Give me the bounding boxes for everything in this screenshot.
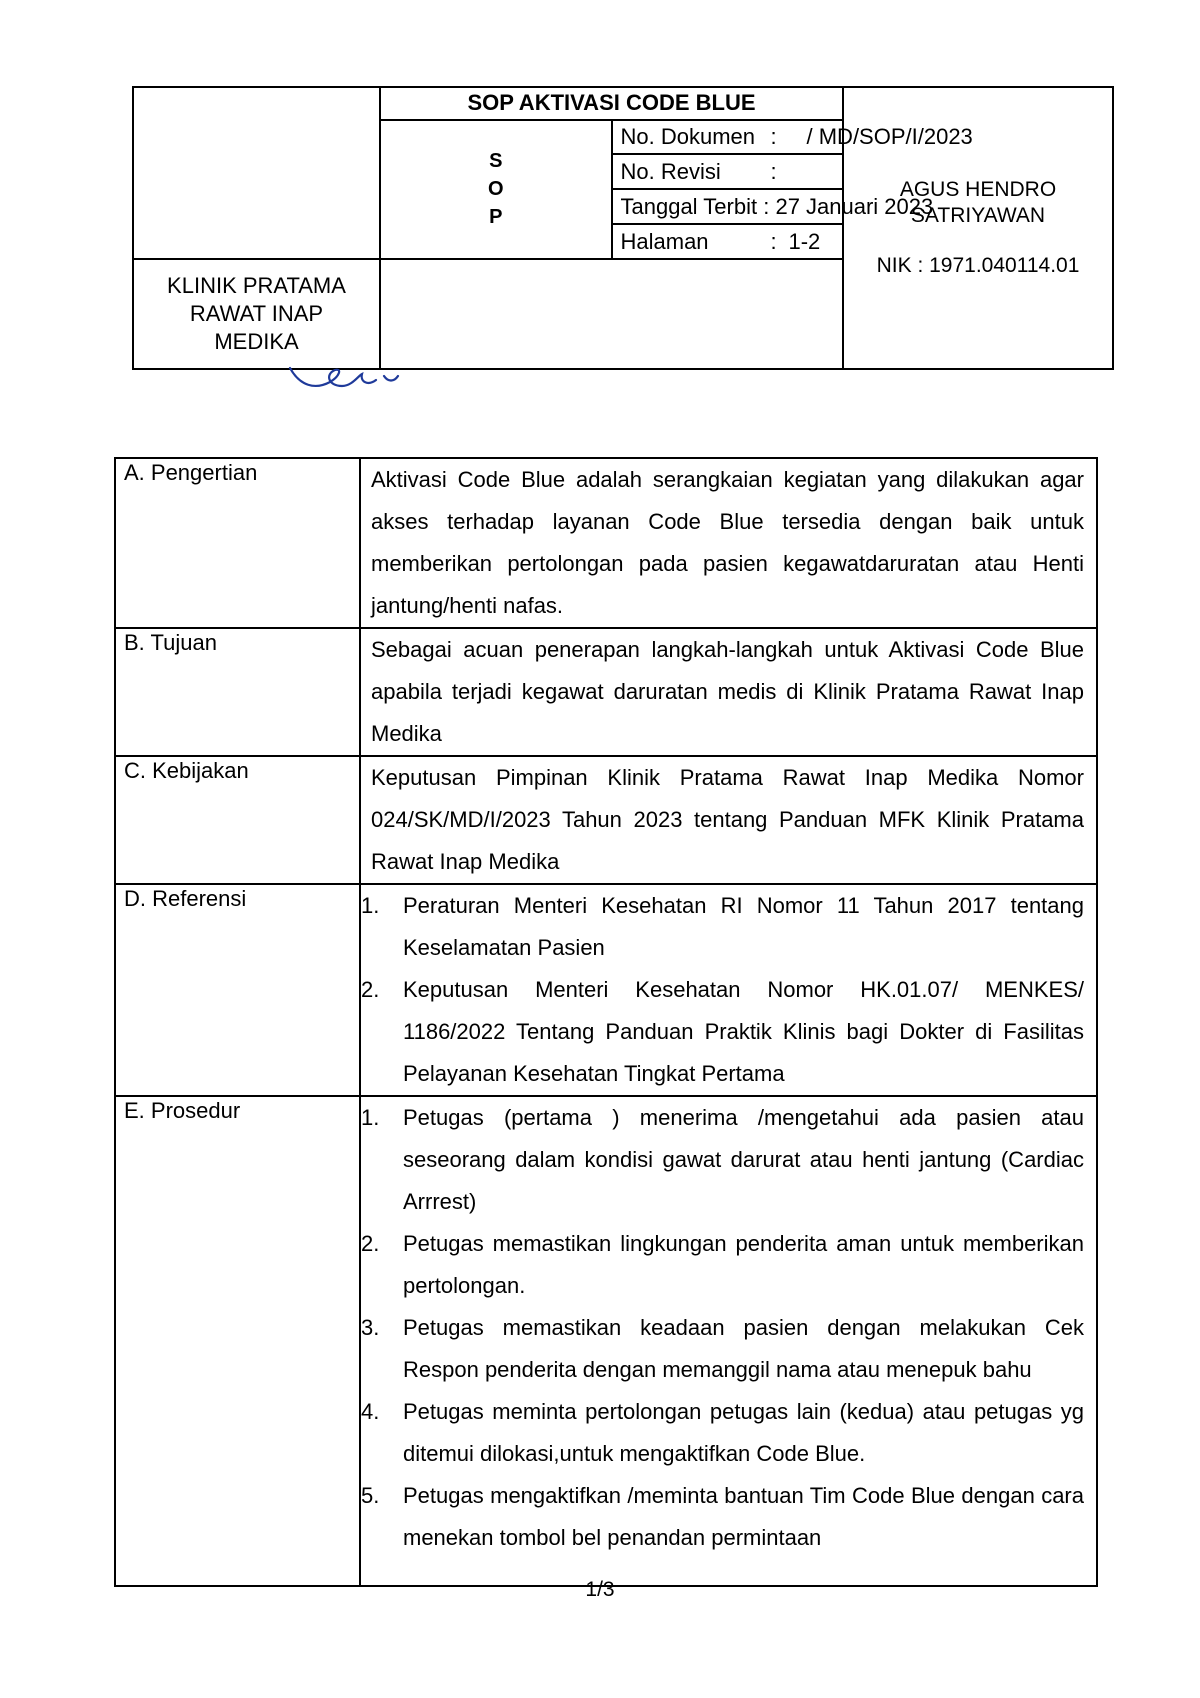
- sop-title: SOP AKTIVASI CODE BLUE: [467, 90, 756, 116]
- list-item: 3. Petugas memastikan keadaan pasien dengan melakukan Cek Respon penderita dengan memanggil nama atau menepuk bahu: [361, 1315, 1084, 1382]
- list-item: 4. Petugas meminta pertolongan petugas lain (kedua) atau petugas yg ditemui dilokasi,untuk mengaktifkan Code Blue.: [361, 1399, 1084, 1466]
- list-referensi: [360, 884, 1097, 1096]
- label-tujuan: B. Tujuan: [115, 628, 360, 756]
- field-no-dokumen: No. Dokumen : / MD/SOP/I/2023: [612, 120, 843, 155]
- author-name: AGUS HENDRO: [899, 178, 1057, 201]
- author-nik: NIK : 1971.040114.01: [876, 254, 1080, 277]
- field-halaman: Halaman : 1-2: [612, 224, 843, 258]
- author-name-2: SATRIYAWAN: [910, 204, 1046, 227]
- clinic-name: KLINIK PRATAMA RAWAT INAP MEDIKA: [133, 259, 380, 369]
- field-no-revisi: No. Revisi :: [612, 154, 843, 189]
- row-referensi: [115, 884, 1097, 1096]
- label-kebijakan: C. Kebijakan: [115, 756, 360, 884]
- label-prosedur: E. Prosedur: [115, 1096, 360, 1586]
- list-item: 1. Peraturan Menteri Kesehatan RI Nomor 11 Tahun 2017 tentang Keselamatan Pasien: [361, 893, 1084, 960]
- list-item: 1. Petugas (pertama ) menerima /mengetahui ada pasien atau seseorang dalam kondisi gawat darurat atau henti jantung (Cardiac Arrrest): [361, 1105, 1084, 1214]
- list-item: 2. Keputusan Menteri Kesehatan Nomor HK.01.07/ MENKES/ 1186/2022 Tentang Panduan Praktik Klinis bagi Dokter di Fasilitas Pelayanan Kesehatan Tingkat Pertama: [361, 977, 1084, 1086]
- row-prosedur: [115, 1096, 1097, 1586]
- page-number: 1/3: [585, 1578, 615, 1601]
- logo-cell: [133, 87, 380, 259]
- text-kebijakan: Keputusan Pimpinan Klinik Pratama Rawat Inap Medika Nomor 024/SK/MD/I/2023 Tahun 2023 tentang Panduan MFK Klinik Pratama Rawat Inap Medika: [360, 756, 1097, 884]
- sop-content-table: [114, 457, 1098, 1587]
- sop-vertical-label: S O P: [381, 120, 612, 258]
- text-tujuan: Sebagai acuan penerapan langkah-langkah untuk Aktivasi Code Blue apabila terjadi kegawat daruratan medis di Klinik Pratama Rawat Inap Medika: [360, 628, 1097, 756]
- sop-info-cell: [380, 87, 973, 259]
- list-item: 2. Petugas memastikan lingkungan penderita aman untuk memberikan pertolongan.: [361, 1231, 1084, 1298]
- row-tujuan: [115, 628, 1097, 756]
- list-prosedur: [360, 1096, 1097, 1586]
- text-pengertian: Aktivasi Code Blue adalah serangkaian kegiatan yang dilakukan agar akses terhadap layanan Code Blue tersedia dengan baik untuk memberikan pertolongan pada pasien kegawatdaruratan atau Henti jantung/henti nafas.: [360, 458, 1097, 628]
- list-item: 5. Petugas mengaktifkan /meminta bantuan Tim Code Blue dengan cara menekan tombol bel penandan permintaan: [361, 1483, 1084, 1550]
- document-header: [132, 86, 1114, 370]
- label-pengertian: A. Pengertian: [115, 458, 360, 628]
- signature-image: [280, 346, 450, 396]
- row-kebijakan: [115, 756, 1097, 884]
- field-tanggal-terbit: Tanggal Terbit : 27 Januari 2023: [612, 189, 843, 224]
- label-referensi: D. Referensi: [115, 884, 360, 1096]
- row-pengertian: [115, 458, 1097, 628]
